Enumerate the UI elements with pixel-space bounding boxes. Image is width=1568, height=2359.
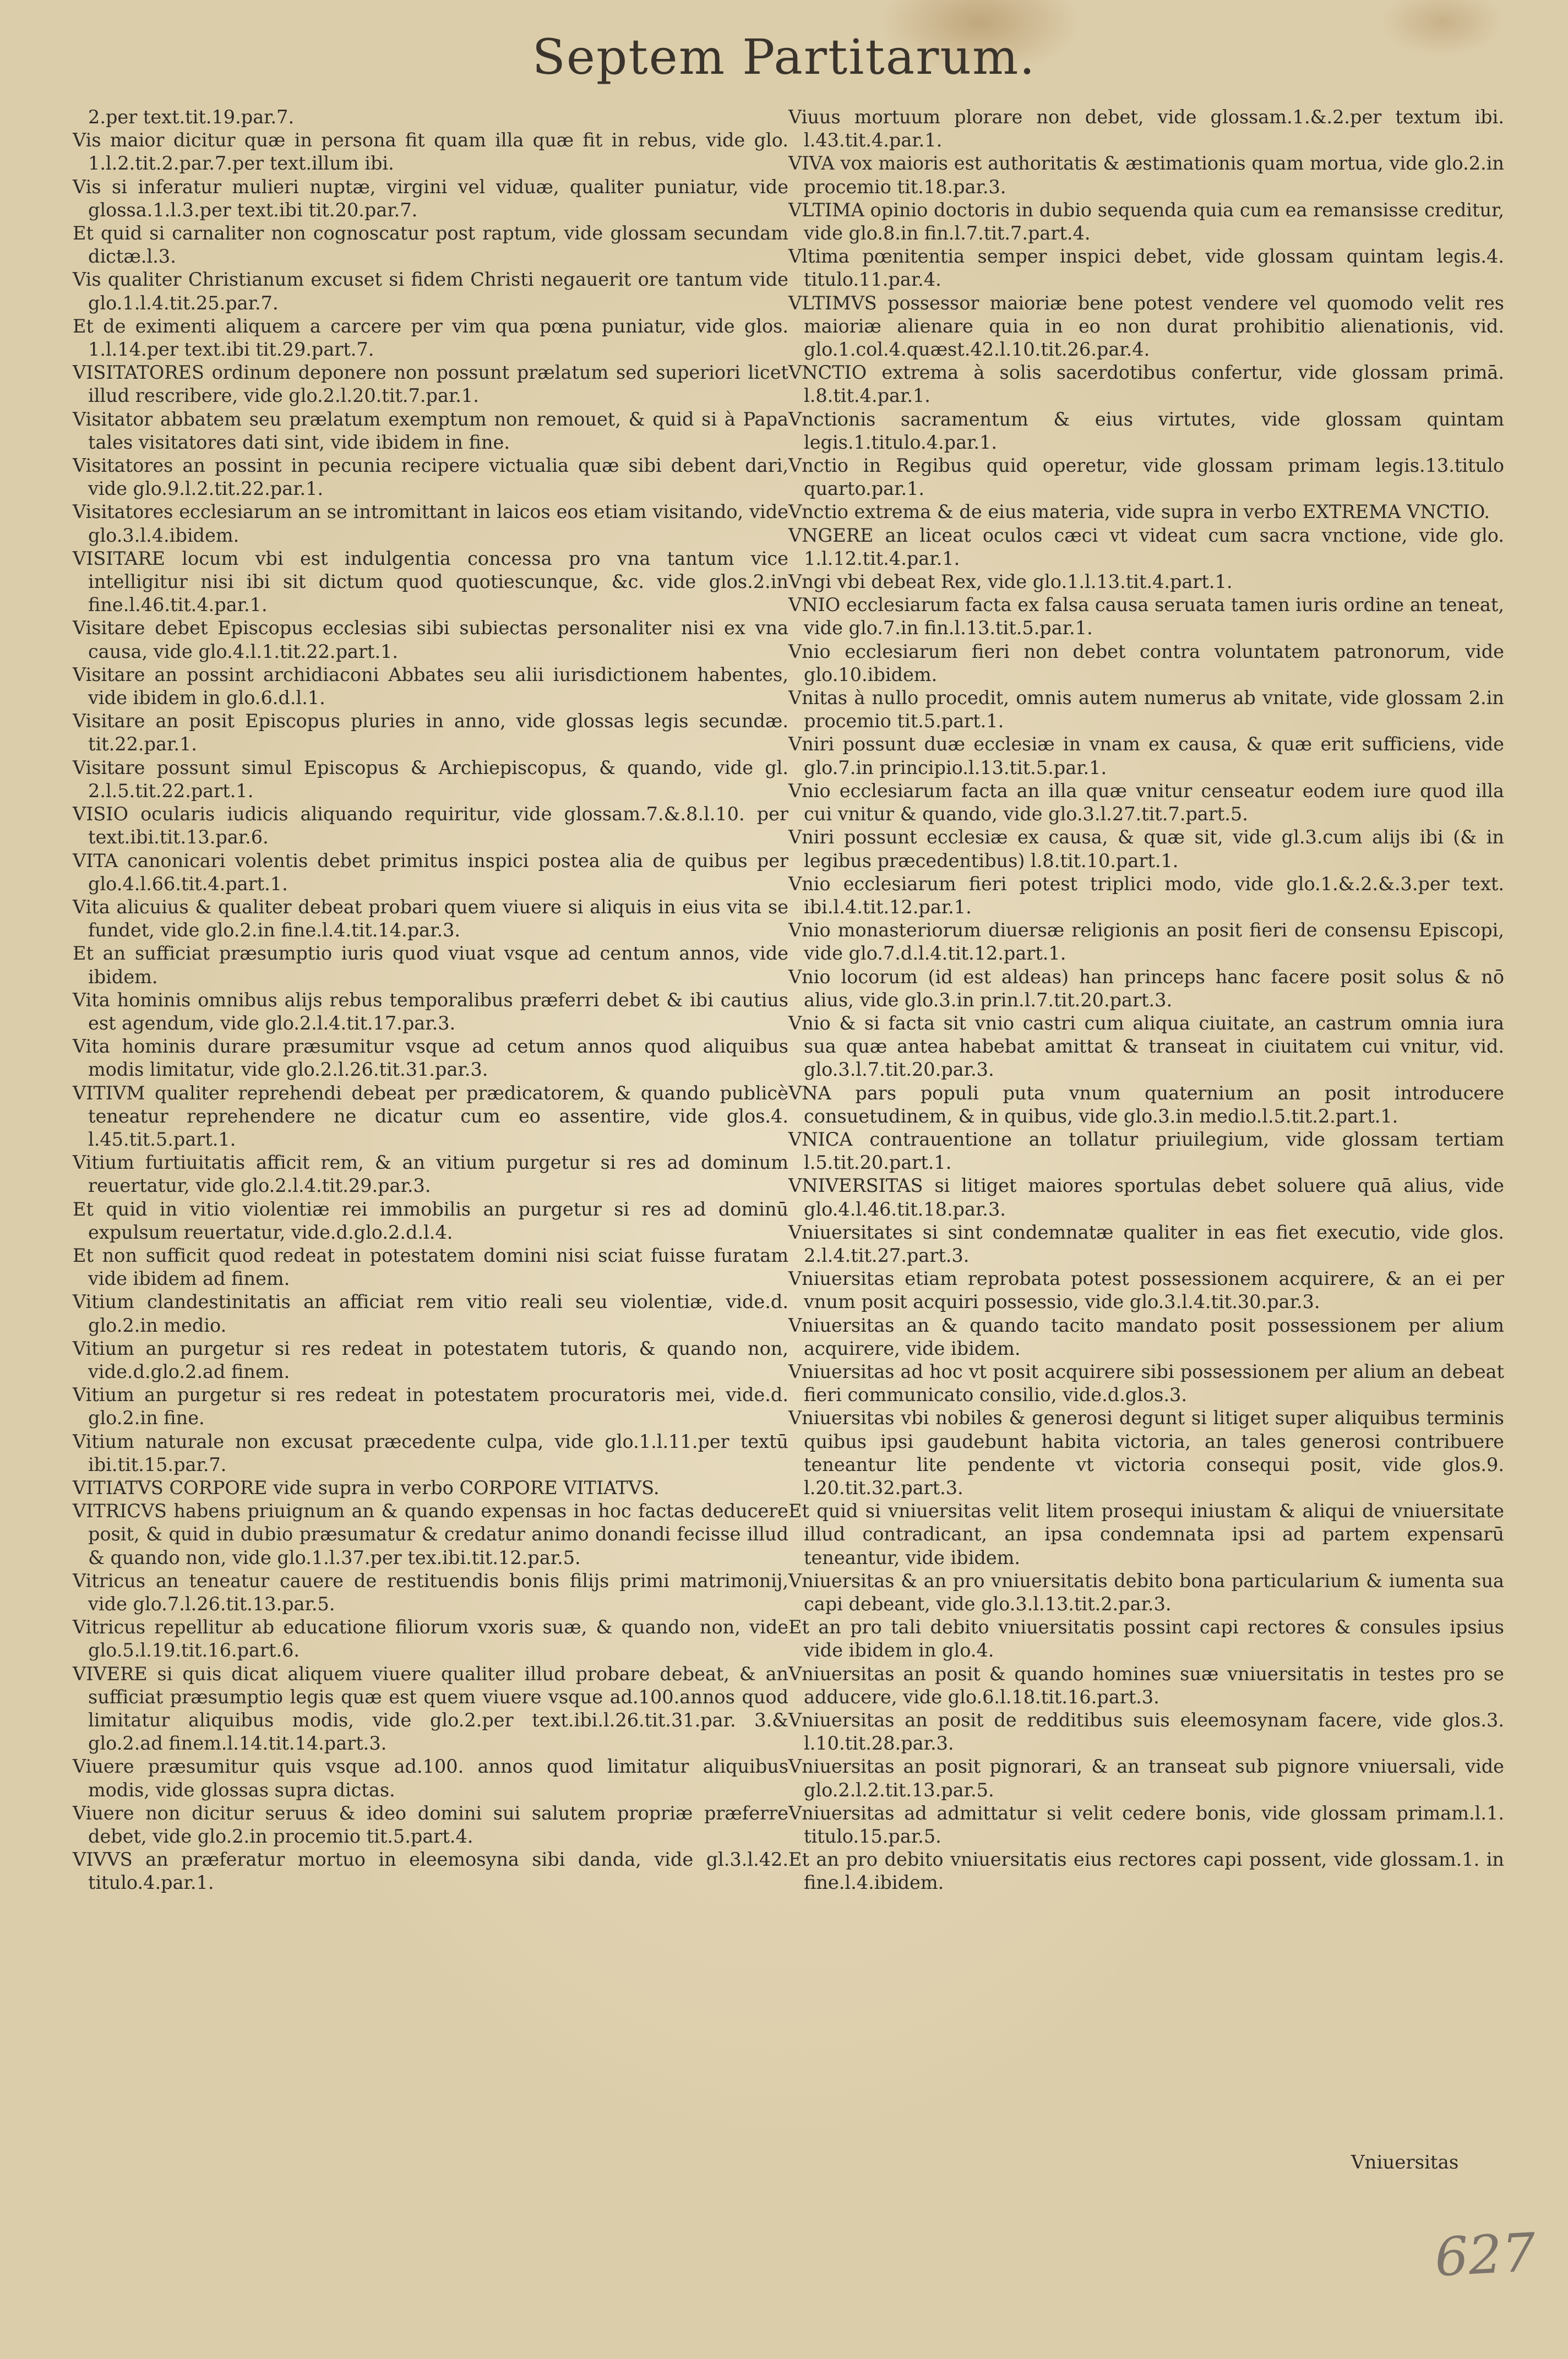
index-entry: VITIATVS CORPORE vide supra in verbo CORPORE VITIATVS. — [73, 1477, 660, 1499]
index-entry: VNGERE an liceat oculos cæci vt videat cum sacra vnctione, vide glo. 1.l.12.tit.4.par.1. — [788, 524, 1504, 569]
index-entry: VLTIMA opinio doctoris in dubio sequenda quia cum ea remansisse creditur, vide glo.8.in fin.l.7.tit.7.part.4. — [788, 199, 1504, 244]
index-entry: Vitium naturale non excusat præcedente culpa, vide glo.1.l.11.per textū ibi.tit.15.par.7. — [73, 1430, 788, 1475]
index-entry: VITRICVS habens priuignum an & quando expensas in hoc factas deducere posit, & quid in dubio præsumatur & credatur animo donandi fecisse illud & quando non, vide glo.1.l.37.per tex.ibi.tit.12.par.5. — [73, 1500, 788, 1568]
index-entry: Vita hominis durare præsumitur vsque ad cetum annos quod aliquibus modis limitatur, vide glo.2.l.26.tit.31.par.3. — [73, 1036, 788, 1081]
index-entry: Vniuersitas an & quando tacito mandato posit possessionem per alium acquirere, vide ibidem. — [788, 1314, 1504, 1359]
index-entry: Vniuersitas & an pro vniuersitatis debito bona particularium & iumenta sua capi debeant, vide glo.3.l.13.tit.2.par.3. — [788, 1570, 1504, 1615]
index-entry: Vitium furtiuitatis afficit rem, & an vitium purgetur si res ad dominum reuertatur, vide glo.2.l.4.tit.29.par.3. — [73, 1152, 788, 1197]
index-entry: Vniuersitates si sint condemnatæ qualiter in eas fiet executio, vide glos. 2.l.4.tit.27.part.3. — [788, 1221, 1504, 1266]
index-entry: Vitium an purgetur si res redeat in potestatem tutoris, & quando non, vide.d.glo.2.ad finem. — [73, 1337, 788, 1382]
index-entry: Vis si inferatur mulieri nuptæ, virgini vel viduæ, qualiter puniatur, vide glossa.1.l.3.per text.ibi tit.20.par.7. — [73, 176, 788, 221]
index-entry: Vitium clandestinitatis an afficiat rem vitio reali seu violentiæ, vide.d. glo.2.in medio. — [73, 1291, 788, 1336]
index-entry: 2.per text.tit.19.par.7. — [88, 106, 295, 128]
index-entry: Vniuersitas an posit de redditibus suis eleemosynam facere, vide glos.3. l.10.tit.28.par.3. — [788, 1709, 1504, 1755]
index-entry: Visitare possunt simul Episcopus & Archiepiscopus, & quando, vide gl. 2.l.5.tit.22.part.1. — [73, 756, 788, 802]
index-entry: Vniuersitas vbi nobiles & generosi degunt si litiget super aliquibus terminis quibus ipsi gaudebunt habita victoria, an tales generosi contribuere teneantur lite pendente vt victoria consequi posit, vide glos.9. l.20.tit.32.part.3. — [788, 1407, 1504, 1499]
index-entry: Vnio ecclesiarum facta an illa quæ vnitur censeatur eodem iure quod illa cui vnitur & quando, vide glo.3.l.27.tit.7.part.5. — [788, 780, 1504, 825]
index-entry: Vnio ecclesiarum fieri non debet contra voluntatem patronorum, vide glo.10.ibidem. — [788, 640, 1504, 685]
index-entry: Viuere non dicitur seruus & ideo domini sui salutem propriæ præferre debet, vide glo.2.in procemio tit.5.part.4. — [73, 1802, 788, 1848]
index-entry: VITIVM qualiter reprehendi debeat per prædicatorem, & quando publicè teneatur reprehendere ne dicatur cum eo assentire, vide glos.4. l.45.tit.5.part.1. — [73, 1082, 788, 1150]
index-entry: Vniuersitas an posit pignorari, & an transeat sub pignore vniuersali, vide glo.2.l.2.tit.13.par.5. — [788, 1756, 1504, 1801]
index-entry: Vis qualiter Christianum excuset si fidem Christi negauerit ore tantum vide glo.1.l.4.tit.25.par.7. — [73, 269, 788, 314]
index-entry: Vnio locorum (id est aldeas) han princeps hanc facere posit solus & nō alius, vide glo.3.in prin.l.7.tit.20.part.3. — [788, 966, 1504, 1011]
index-entry: Vnio ecclesiarum fieri potest triplici modo, vide glo.1.&.2.&.3.per text. ibi.l.4.tit.12.par.1. — [788, 873, 1504, 918]
index-entry: Vita alicuius & qualiter debeat probari quem viuere si aliquis in eius vita se fundet, vide glo.2.in fine.l.4.tit.14.par.3. — [73, 896, 788, 941]
index-entry: Vitium an purgetur si res redeat in potestatem procuratoris mei, vide.d. glo.2.in fine. — [73, 1384, 788, 1429]
index-entry: VNCTIO extrema à solis sacerdotibus confertur, vide glossam primā. l.8.tit.4.par.1. — [788, 362, 1504, 407]
index-entry: Vniuersitas ad admittatur si velit cedere bonis, vide glossam primam.l.1. titulo.15.par.5. — [788, 1802, 1504, 1848]
index-entry: Visitare an possint archidiaconi Abbates seu alii iurisdictionem habentes, vide ibidem in glo.6.d.l.1. — [73, 663, 788, 709]
index-entry: Vniri possunt ecclesiæ ex causa, & quæ sit, vide gl.3.cum alijs ibi (& in legibus præcedentibus) l.8.tit.10.part.1. — [788, 826, 1504, 871]
index-entry: VISITATORES ordinum deponere non possunt prælatum sed superiori licet illud rescribere, vide glo.2.l.20.tit.7.par.1. — [73, 362, 788, 407]
index-entry: Vltima pœnitentia semper inspici debet, vide glossam quintam legis.4. titulo.11.par.4. — [788, 246, 1504, 291]
index-entry: Viuus mortuum plorare non debet, vide glossam.1.&.2.per textum ibi. l.43.tit.4.par.1. — [788, 106, 1504, 151]
left-column — [73, 106, 788, 1895]
index-entry: Vnio & si facta sit vnio castri cum aliqua ciuitate, an castrum omnia iura sua quæ antea habebat amittat & transeat in ciuitatem cui vnitur, vid. glo.3.l.7.tit.20.par.3. — [788, 1012, 1504, 1081]
index-entry: Et quid si vniuersitas velit litem prosequi iniustam & aliqui de vniuersitate illud contradicant, an ipsa condemnata ipsi ad partem expensarū teneantur, vide ibidem. — [788, 1500, 1504, 1568]
index-entry: Vnctio extrema & de eius materia, vide supra in verbo EXTREMA VNCTIO. — [788, 501, 1490, 523]
index-entry: VIVA vox maioris est authoritatis & æstimationis quam mortua, vide glo.2.in procemio tit.18.par.3. — [788, 152, 1504, 198]
index-entry: Et an pro debito vniuersitatis eius rectores capi possent, vide glossam.1. in fine.l.4.ibidem. — [788, 1849, 1504, 1894]
index-entry: VITA canonicari volentis debet primitus inspici postea alia de quibus per glo.4.l.66.tit.4.part.1. — [73, 849, 788, 895]
index-entry: VNICA contrauentione an tollatur priuilegium, vide glossam tertiam l.5.tit.20.part.1. — [788, 1128, 1504, 1174]
index-entry: Et an pro tali debito vniuersitatis possint capi rectores & consules ipsius vide ibidem in glo.4. — [788, 1616, 1504, 1661]
index-entry: VIVVS an præferatur mortuo in eleemosyna sibi danda, vide gl.3.l.42. titulo.4.par.1. — [73, 1849, 788, 1894]
index-entry: Vnio monasteriorum diuersæ religionis an posit fieri de consensu Episcopi, vide glo.7.d.l.4.tit.12.part.1. — [788, 919, 1504, 965]
index-entry: Vitricus an teneatur cauere de restituendis bonis filijs primi matrimonij, vide glo.7.l.26.tit.13.par.5. — [73, 1570, 788, 1615]
index-entry: Et quid si carnaliter non cognoscatur post raptum, vide glossam secundam dictæ.l.3. — [73, 222, 788, 268]
index-entry: Visitatores ecclesiarum an se intromittant in laicos eos etiam visitando, vide glo.3.l.4.ibidem. — [73, 501, 788, 546]
index-entry: Viuere præsumitur quis vsque ad.100. annos quod limitatur aliquibus modis, vide glossas supra dictas. — [73, 1756, 788, 1801]
index-entry: VLTIMVS possessor maioriæ bene potest vendere vel quomodo velit res maioriæ alienare quia in eo non durat prohibitio alienationis, vid. glo.1.col.4.quæst.42.l.10.tit.26.par.4. — [788, 292, 1504, 361]
index-entry: Et de eximenti aliquem a carcere per vim qua pœna puniatur, vide glos. 1.l.14.per text.ibi tit.29.part.7. — [73, 315, 788, 361]
index-entry: Vniri possunt duæ ecclesiæ in vnam ex causa, & quæ erit sufficiens, vide glo.7.in principio.l.13.tit.5.par.1. — [788, 733, 1504, 778]
index-entry: Visitatores an possint in pecunia recipere victualia quæ sibi debent dari, vide glo.9.l.2.tit.22.par.1. — [73, 455, 788, 500]
catchword: Vniuersitas — [1351, 2151, 1459, 2173]
index-entry: Et quid in vitio violentiæ rei immobilis an purgetur si res ad dominū expulsum reuertatur, vide.d.glo.2.d.l.4. — [73, 1198, 788, 1243]
index-entry: Vis maior dicitur quæ in persona fit quam illa quæ fit in rebus, vide glo. 1.l.2.tit.2.par.7.per text.illum ibi. — [73, 129, 788, 175]
index-entry: Visitare an posit Episcopus pluries in anno, vide glossas legis secundæ. tit.22.par.1. — [73, 710, 788, 755]
index-entry: Vnctio in Regibus quid operetur, vide glossam primam legis.13.titulo quarto.par.1. — [788, 455, 1504, 500]
index-entry: Visitator abbatem seu prælatum exemptum non remouet, & quid si à Papa tales visitatores dati sint, vide ibidem in fine. — [73, 408, 788, 453]
index-entry: VISIO ocularis iudicis aliquando requiritur, vide glossam.7.&.8.l.10. per text.ibi.tit.13.par.6. — [73, 803, 788, 848]
index-entry: VNA pars populi puta vnum quaternium an posit introducere consuetudinem, & in quibus, vide glo.3.in medio.l.5.tit.2.part.1. — [788, 1082, 1504, 1127]
index-entry: Et an sufficiat præsumptio iuris quod viuat vsque ad centum annos, vide ibidem. — [73, 942, 788, 988]
index-entry: VNIVERSITAS si litiget maiores sportulas debet soluere quā alius, vide glo.4.l.46.tit.18.par.3. — [788, 1175, 1504, 1220]
index-entry: Vniuersitas ad hoc vt posit acquirere sibi possessionem per alium an debeat fieri communicato consilio, vide.d.glos.3. — [788, 1360, 1504, 1406]
right-column — [788, 106, 1504, 1895]
index-entry: Et non sufficit quod redeat in potestatem domini nisi sciat fuisse furatam vide ibidem ad finem. — [73, 1244, 788, 1290]
index-entry: Vnctionis sacramentum & eius virtutes, vide glossam quintam legis.1.titulo.4.par.1. — [788, 408, 1504, 453]
folio-number: 627 — [1433, 2221, 1538, 2289]
index-entry: Vngi vbi debeat Rex, vide glo.1.l.13.tit.4.part.1. — [788, 571, 1233, 593]
index-entry: VNIO ecclesiarum facta ex falsa causa seruata tamen iuris ordine an teneat, vide glo.7.in fin.l.13.tit.5.par.1. — [788, 594, 1504, 639]
index-entry: Visitare debet Episcopus ecclesias sibi subiectas personaliter nisi ex vna causa, vide glo.4.l.1.tit.22.part.1. — [73, 617, 788, 662]
index-entry: Vita hominis omnibus alijs rebus temporalibus præferri debet & ibi cautius est agendum, vide glo.2.l.4.tit.17.par.3. — [73, 989, 788, 1034]
index-entry: VIVERE si quis dicat aliquem viuere qualiter illud probare debeat, & an sufficiat præsumptio legis quæ est quem viuere vsque ad.100.annos quod limitatur aliquibus modis, vide glo.2.per text.ibi.l.26.tit.31.par. 3.& glo.2.ad finem.l.14.tit.14.part.3. — [73, 1663, 788, 1755]
index-entry: VISITARE locum vbi est indulgentia concessa pro vna tantum vice intelligitur nisi ibi sit dictum quod quotiescunque, &c. vide glos.2.in fine.l.46.tit.4.par.1. — [73, 547, 788, 616]
index-entry: Vitricus repellitur ab educatione filiorum vxoris suæ, & quando non, vide glo.5.l.19.tit.16.part.6. — [73, 1616, 788, 1661]
index-entry: Vniuersitas etiam reprobata potest possessionem acquirere, & an ei per vnum posit acquiri possessio, vide glo.3.l.4.tit.30.par.3. — [788, 1268, 1504, 1313]
index-entry: Vnitas à nullo procedit, omnis autem numerus ab vnitate, vide glossam 2.in procemio tit.5.part.1. — [788, 687, 1504, 732]
running-title: Septem Partitarum. — [532, 29, 1036, 85]
index-entry: Vniuersitas an posit & quando homines suæ vniuersitatis in testes pro se adducere, vide glo.6.l.18.tit.16.part.3. — [788, 1663, 1504, 1708]
